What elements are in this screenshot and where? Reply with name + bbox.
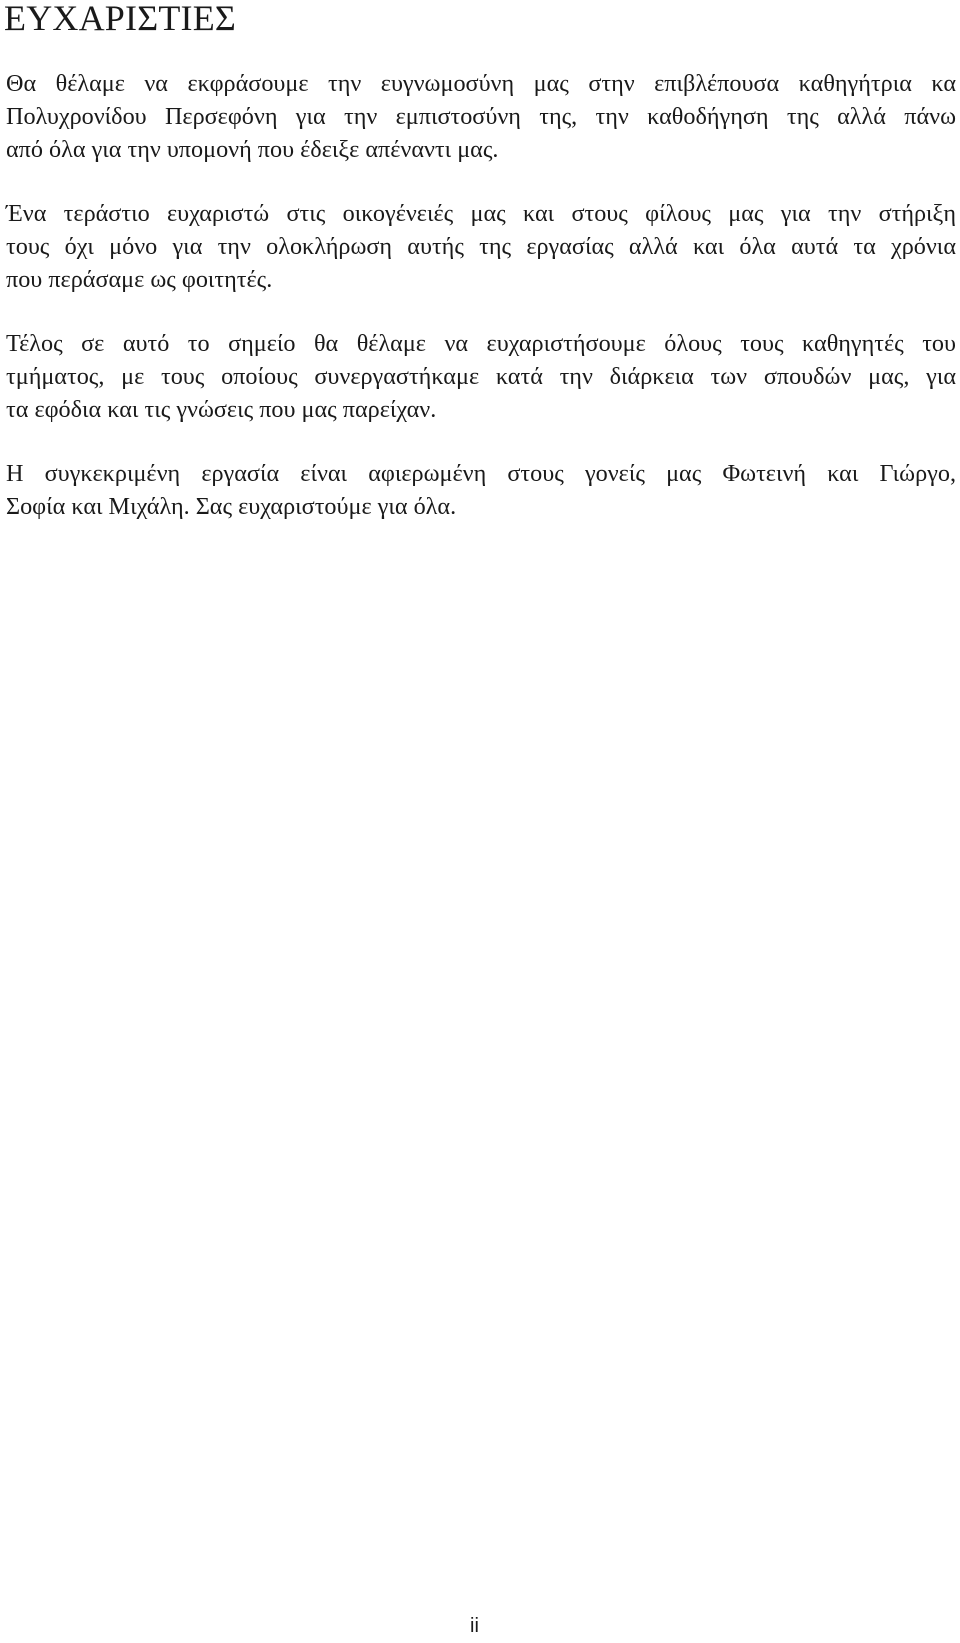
paragraph-line: τμήματος, με τους οποίους συνεργαστήκαμε κατά την διάρκεια των σπουδών μας, για bbox=[6, 363, 956, 390]
paragraph-supervisor-thanks bbox=[6, 67, 956, 166]
page-number: ii bbox=[470, 1615, 479, 1637]
paragraph-dedication bbox=[6, 457, 956, 523]
paragraph-line: από όλα για την υπομονή που έδειξε απέναντι μας. bbox=[6, 136, 499, 163]
paragraph-family-thanks bbox=[6, 197, 956, 296]
paragraph-line: Σοφία και Μιχάλη. Σας ευχαριστούμε για όλα. bbox=[6, 493, 457, 520]
paragraph-line: τους όχι μόνο για την ολοκλήρωση αυτής της εργασίας αλλά και όλα αυτά τα χρόνια bbox=[6, 233, 956, 260]
paragraph-line: Πολυχρονίδου Περσεφόνη για την εμπιστοσύνη της, την καθοδήγηση της αλλά πάνω bbox=[6, 103, 956, 130]
paragraph-line: Η συγκεκριμένη εργασία είναι αφιερωμένη στους γονείς μας Φωτεινή και Γιώργο, bbox=[6, 460, 956, 487]
paragraph-line: που περάσαμε ως φοιτητές. bbox=[6, 266, 273, 293]
page-title: ΕΥΧΑΡΙΣΤΙΕΣ bbox=[4, 0, 237, 38]
paragraph-line: Ένα τεράστιο ευχαριστώ στις οικογένειές μας και στους φίλους μας για την στήριξη bbox=[6, 200, 956, 227]
paragraph-professors-thanks bbox=[6, 327, 956, 426]
paragraph-line: τα εφόδια και τις γνώσεις που μας παρείχαν. bbox=[6, 396, 437, 423]
paragraph-line: Τέλος σε αυτό το σημείο θα θέλαμε να ευχαριστήσουμε όλους τους καθηγητές του bbox=[6, 330, 956, 357]
paragraph-line: Θα θέλαμε να εκφράσουμε την ευγνωμοσύνη μας στην επιβλέπουσα καθηγήτρια κα bbox=[6, 70, 956, 97]
